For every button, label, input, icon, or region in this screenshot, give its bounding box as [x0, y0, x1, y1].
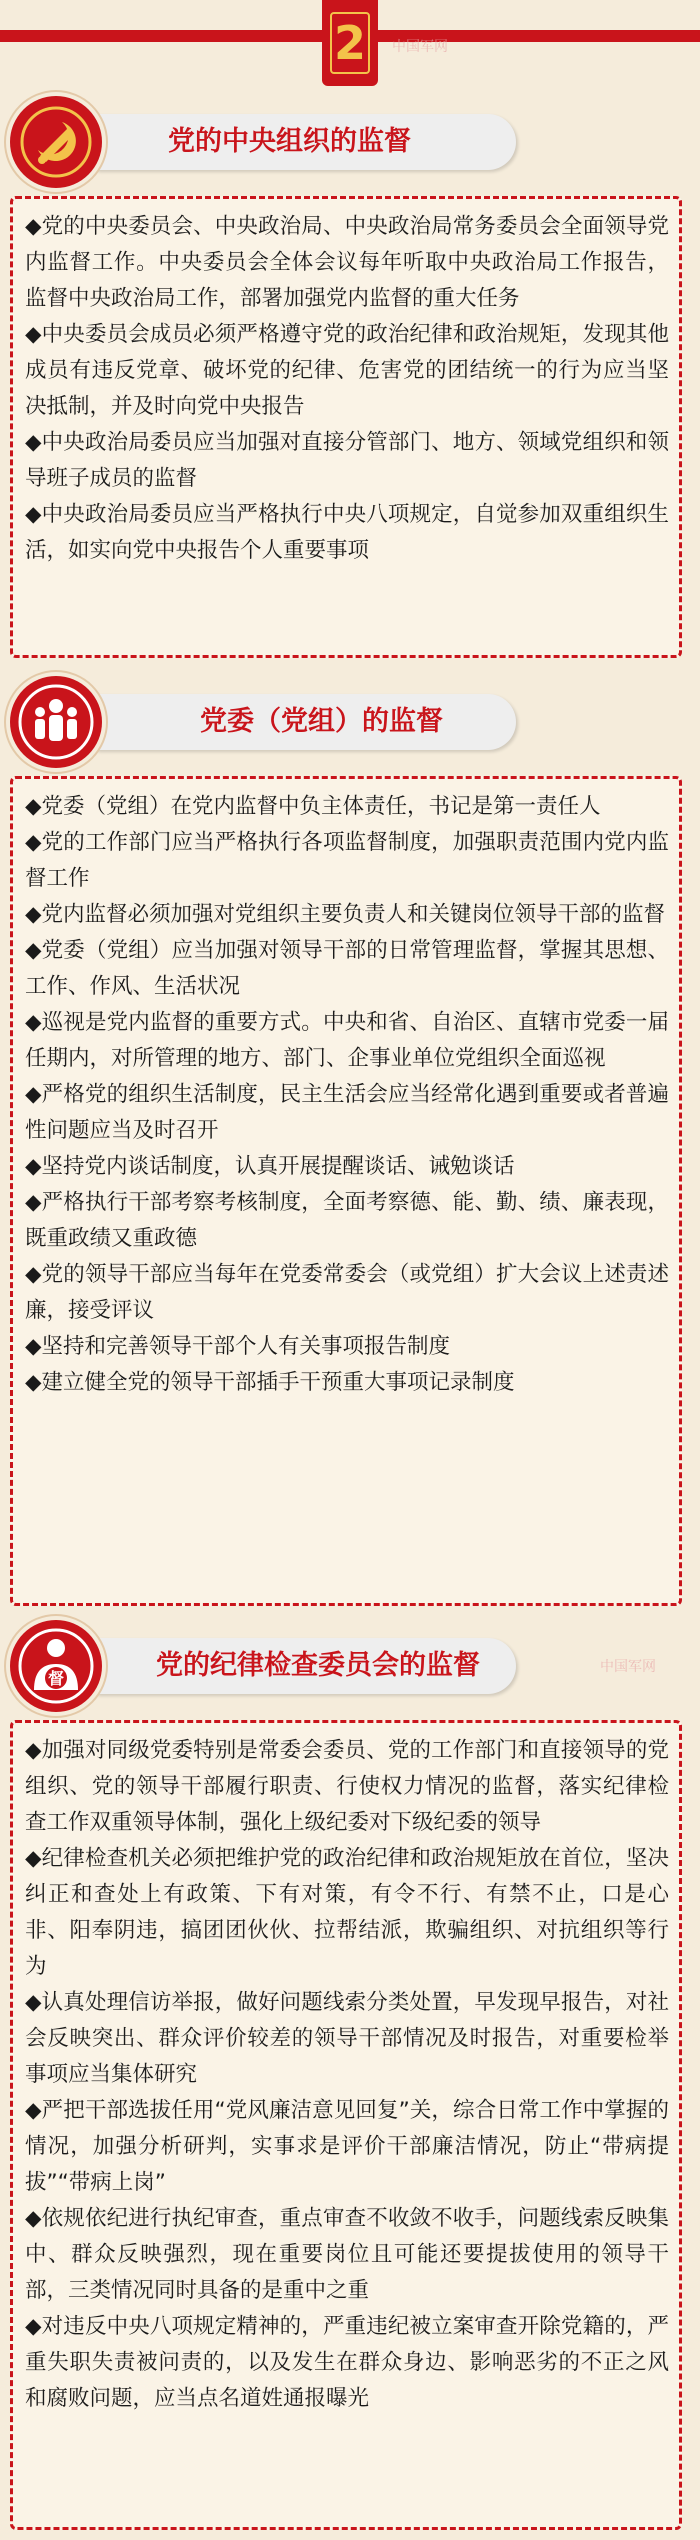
party-emblem-icon	[10, 96, 102, 188]
list-item: ◆ 党的中央委员会、中央政治局、中央政治局常务委员会全面领导党内监督工作。中央委员会全体会议每年听取中央政治局工作报告，监督中央政治局工作，部署加强党内监督的重大任务	[25, 209, 669, 317]
list-item: ◆ 坚持和完善领导干部个人有关事项报告制度	[25, 1329, 669, 1365]
list-item: ◆ 巡视是党内监督的重要方式。中央和省、自治区、直辖市党委一届任期内，对所管理的地方、部门、企事业单位党组织全面巡视	[25, 1005, 669, 1077]
list-item: ◆ 认真处理信访举报，做好问题线索分类处置，早发现早报告，对社会反映突出、群众评价较差的领导干部情况及时报告，对重要检举事项应当集体研究	[25, 1985, 669, 2093]
list-item: ◆ 党的领导干部应当每年在党委常委会（或党组）扩大会议上述责述廉，接受评议	[25, 1257, 669, 1329]
content-box-committee	[10, 776, 682, 1606]
list-item: ◆ 党委（党组）在党内监督中负主体责任，书记是第一责任人	[25, 789, 669, 825]
list-item: ◆ 中央政治局委员应当加强对直接分管部门、地方、领域党组织和领导班子成员的监督	[25, 425, 669, 497]
list-item: ◆ 坚持党内谈话制度，认真开展提醒谈话、诫勉谈话	[25, 1149, 669, 1185]
badge-number: 2	[330, 12, 370, 74]
list-item: ◆ 加强对同级党委特别是常委会委员、党的工作部门和直接领导的党组织、党的领导干部履行职责、行使权力情况的监督，落实纪律检查工作双重领导体制，强化上级纪委对下级纪委的领导	[25, 1733, 669, 1841]
section-title: 党的中央组织的监督	[168, 126, 411, 157]
list-item: ◆ 党委（党组）应当加强对领导干部的日常管理监督，掌握其思想、工作、作风、生活状况	[25, 933, 669, 1005]
content-box-discipline	[10, 1720, 682, 2530]
watermark: 中国军网	[600, 1659, 656, 1675]
content-box-central	[10, 196, 682, 658]
list-item: ◆ 严格党的组织生活制度，民主生活会应当经常化遇到重要或者普遍性问题应当及时召开	[25, 1077, 669, 1149]
list-item: ◆ 依规依纪进行执纪审查，重点审查不收敛不收手，问题线索反映集中、群众反映强烈，现在重要岗位且可能还要提拔使用的领导干部，三类情况同时具备的是重中之重	[25, 2201, 669, 2309]
watermark: 中国军网	[392, 39, 448, 55]
section-title: 党的纪律检查委员会的监督	[156, 1650, 480, 1681]
list-item: ◆ 党内监督必须加强对党组织主要负责人和关键岗位领导干部的监督	[25, 897, 669, 933]
section-header-central	[0, 90, 700, 190]
section-header-discipline	[0, 1614, 700, 1714]
list-item: ◆ 中央政治局委员应当严格执行中央八项规定，自觉参加双重组织生活，如实向党中央报告个人重要事项	[25, 497, 669, 569]
section-title-bar	[96, 694, 516, 750]
section-number-badge	[322, 0, 378, 86]
section-title-bar	[96, 114, 516, 170]
section-title-bar	[96, 1638, 516, 1694]
supervise-icon-char: 督	[47, 1669, 64, 1688]
section-title: 党委（党组）的监督	[200, 706, 443, 737]
section-header-committee	[0, 670, 700, 770]
supervise-icon	[10, 1620, 102, 1712]
list-item: ◆ 建立健全党的领导干部插手干预重大事项记录制度	[25, 1365, 669, 1401]
list-item: ◆ 严格执行干部考察考核制度，全面考察德、能、勤、绩、廉表现，既重政绩又重政德	[25, 1185, 669, 1257]
list-item: ◆ 党的工作部门应当严格执行各项监督制度，加强职责范围内党内监督工作	[25, 825, 669, 897]
list-item: ◆ 纪律检查机关必须把维护党的政治纪律和政治规矩放在首位，坚决纠正和查处上有政策、下有对策，有令不行、有禁不止，口是心非、阳奉阴违，搞团团伙伙、拉帮结派，欺骗组织、对抗组织等行为	[25, 1841, 669, 1985]
group-people-icon	[10, 676, 102, 768]
list-item: ◆ 严把干部选拔任用“党风廉洁意见回复”关，综合日常工作中掌握的情况，加强分析研判，实事求是评价干部廉洁情况，防止“带病提拔”“带病上岗”	[25, 2093, 669, 2201]
list-item: ◆ 中央委员会成员必须严格遵守党的政治纪律和政治规矩，发现其他成员有违反党章、破坏党的纪律、危害党的团结统一的行为应当坚决抵制，并及时向党中央报告	[25, 317, 669, 425]
list-item: ◆ 对违反中央八项规定精神的，严重违纪被立案审查开除党籍的，严重失职失责被问责的，以及发生在群众身边、影响恶劣的不正之风和腐败问题，应当点名道姓通报曝光	[25, 2309, 669, 2417]
